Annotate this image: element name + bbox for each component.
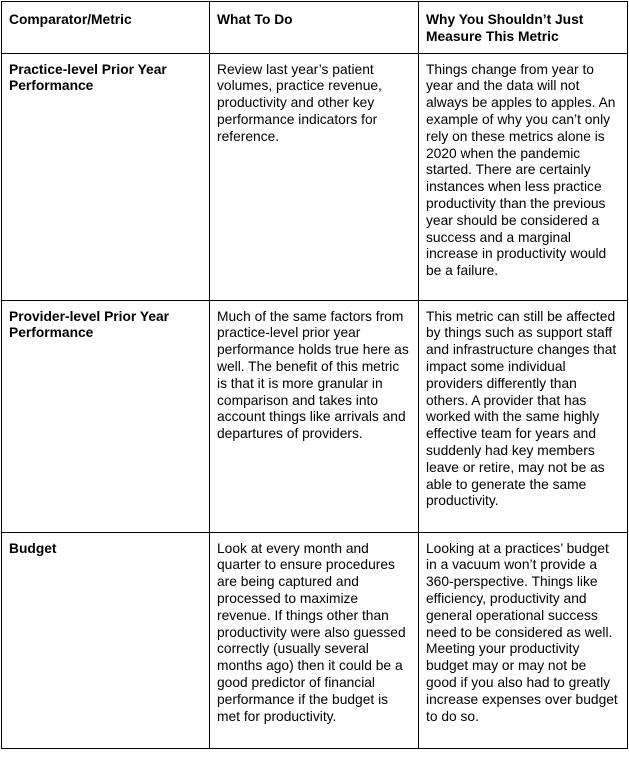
table-row [2, 53, 628, 300]
what-to-do-cell: Review last year’s patient volumes, practice revenue, productivity and other key performance indicators for reference. [210, 53, 419, 300]
what-to-do-cell: Look at every month and quarter to ensure procedures are being captured and processed to maximize revenue. If things other than productivity were also guessed correctly (usually several months ago) then it could be a good predictor of financial performance if the budget is met for productivity. [210, 532, 419, 748]
table-header-row [2, 2, 628, 54]
what-to-do-cell: Much of the same factors from practice-level prior year performance holds true here as well. The benefit of this metric is that it is more granular in comparison and takes into account things like arrivals and departures of providers. [210, 300, 419, 532]
table-row [2, 300, 628, 532]
table-row [2, 532, 628, 748]
metric-cell: Budget [2, 532, 210, 748]
metric-cell: Practice-level Prior Year Performance [2, 53, 210, 300]
header-why-not-measure: Why You Shouldn’t Just Measure This Metric [419, 2, 628, 54]
metrics-table [1, 1, 628, 749]
why-not-cell: Looking at a practices’ budget in a vacuum won’t provide a 360-perspective. Things like efficiency, productivity and general operational success need to be considered as well. Meeting your productivity budget may or may not be good if you also had to greatly increase expenses over budget to do so. [419, 532, 628, 748]
header-what-to-do: What To Do [210, 2, 419, 54]
metric-cell: Provider-level Prior Year Performance [2, 300, 210, 532]
why-not-cell: Things change from year to year and the data will not always be apples to apples. An example of why you can’t only rely on these metrics alone is 2020 when the pandemic started. There are certainly instances when less practice productivity than the previous year should be considered a success and a marginal increase in productivity would be a failure. [419, 53, 628, 300]
header-comparator-metric: Comparator/Metric [2, 2, 210, 54]
why-not-cell: This metric can still be affected by things such as support staff and infrastructure changes that impact some individual providers differently than others. A provider that has worked with the same highly effective team for years and suddenly had key members leave or retire, may not be as able to generate the same productivity. [419, 300, 628, 532]
